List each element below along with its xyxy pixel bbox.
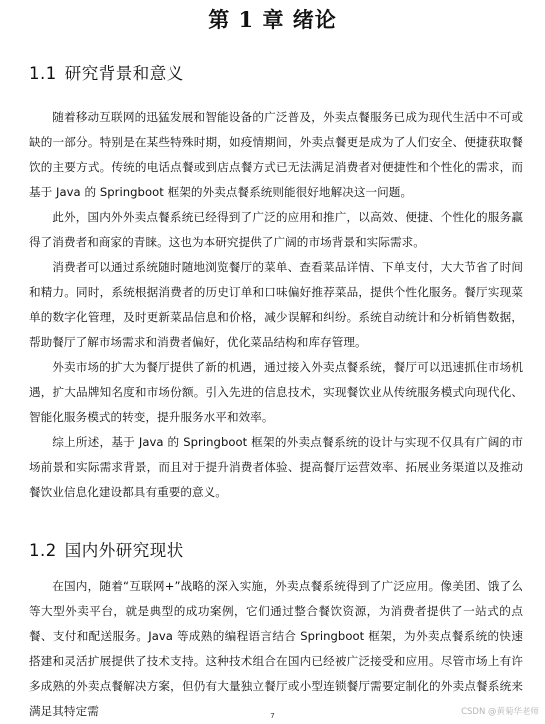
section-title: 研究背景和意义 <box>64 64 184 83</box>
section-heading-1-2 <box>29 537 184 561</box>
section-number: 1.2 <box>29 541 57 560</box>
section-number: 1.1 <box>29 64 57 83</box>
paragraph: 在国内，随着“互联网+”战略的深入实施，外卖点餐系统得到了广泛应用。像美团、饿了么等大型外卖平台，就是典型的成功案例，它们通过整合餐饮资源，为消费者提供了一站式的点餐、支付和配送服务。Java 等成熟的编程语言结合 Springboot 框架，为外卖点餐系统的快速搭建和灵活扩展提供了技术支持。这种技术组合在国内已经被广泛接受和应用。尽管市场上有许多成熟的外卖点餐解决方案，但仍有大量独立餐厅或小型连锁餐厅需要定制化的外卖点餐系统来满足其特定需 <box>29 579 523 718</box>
page-number: 7 <box>270 712 275 720</box>
csdn-watermark: CSDN @黄菊华老师 <box>461 707 539 717</box>
paragraph: 随着移动互联网的迅猛发展和智能设备的广泛普及，外卖点餐服务已成为现代生活中不可或缺的一部分。特别是在某些特殊时期，如疫情期间，外卖点餐更是成为了人们安全、便捷获取餐饮的主要方式。传统的电话点餐或到店点餐方式已无法满足消费者对便捷性和个性化的需求，而基于 Java 的 Springboot 框架的外卖点餐系统则能很好地解决这一问题。 <box>29 110 523 199</box>
section-title: 国内外研究现状 <box>64 541 184 560</box>
paragraph: 综上所述，基于 Java 的 Springboot 框架的外卖点餐系统的设计与实现不仅具有广阔的市场前景和实际需求背景，而且对于提升消费者体验、提高餐厅运营效率、拓展业务渠道以及推动餐饮业信息化建设都具有重要的意义。 <box>29 435 523 499</box>
paragraph: 消费者可以通过系统随时随地浏览餐厅的菜单、查看菜品详情、下单支付，大大节省了时间和精力。同时，系统根据消费者的历史订单和口味偏好推荐菜品，提供个性化服务。餐厅实现菜单的数字化管理，及时更新菜品信息和价格，减少误解和纠纷。系统自动统计和分析销售数据，帮助餐厅了解市场需求和消费者偏好，优化菜品结构和库存管理。 <box>29 260 523 349</box>
chapter-title: 第 1 章 绪论 <box>208 7 337 32</box>
section-body-1-1 <box>29 105 523 505</box>
paragraph: 外卖市场的扩大为餐厅提供了新的机遇，通过接入外卖点餐系统，餐厅可以迅速抓住市场机遇，扩大品牌知名度和市场份额。引入先进的信息技术，实现餐饮业从传统服务模式向现代化、智能化服务模式的转变，提升服务水平和效率。 <box>29 360 523 424</box>
section-heading-1-1 <box>29 60 184 84</box>
paragraph: 此外，国内外外卖点餐系统已经得到了广泛的应用和推广，以高效、便捷、个性化的服务赢得了消费者和商家的青睐。这也为本研究提供了广阔的市场背景和实际需求。 <box>29 210 523 249</box>
section-body-1-2 <box>29 574 523 724</box>
